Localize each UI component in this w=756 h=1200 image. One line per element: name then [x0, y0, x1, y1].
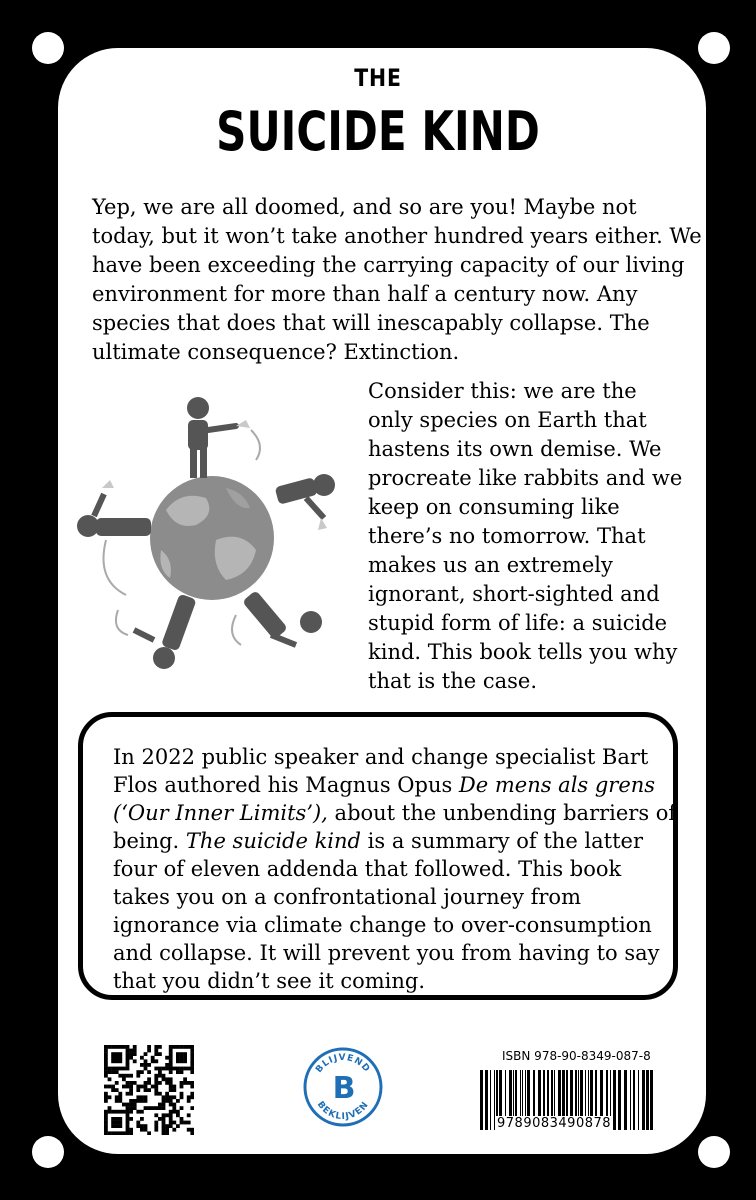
isbn-label: ISBN 978-90-8349-087-8: [502, 1049, 651, 1063]
second-paragraph: Consider this: we are the only species on Earth that hastens its own demise. We procreate like rabbits and we keep on consuming like there’s no tomorrow. That makes us an extremely ignorant, short-sighted and stupid form of life: a suicide kind. This book tells you why that is the case.: [368, 379, 683, 693]
intro-paragraph: Yep, we are all doomed, and so are you! Maybe not today, but it won’t take another hundred years either. We have been exceeding the carrying capacity of our living environment for more than half a century now. Any species that does that will inescapably collapse. The ultimate consequence? Extinction.: [92, 195, 702, 364]
corner-hole-top-left: [32, 32, 64, 64]
qr-code: [104, 1045, 194, 1135]
title-the: THE: [354, 64, 402, 92]
logo-bottom-text: BEKLIJVEN: [314, 1099, 372, 1123]
corner-hole-bottom-left: [32, 1136, 64, 1168]
barcode-number: 9789083490878: [497, 1116, 612, 1131]
author-box: [78, 712, 678, 1000]
logo-letter: B: [332, 1071, 356, 1106]
book-title: SUICIDE KIND: [216, 100, 540, 163]
globe-figures-illustration: [66, 390, 356, 680]
author-paragraph: In 2022 public speaker and change specialist Bart Flos authored his Magnus Opus De mens als grens (‘Our Inner Limits’), about the unbending barriers of being. The suicide kind is a summary of the latter four of eleven addenda that followed. This book takes you on a confrontational journey from ignorance via climate change to over-consumption and collapse. It will prevent you from having to say that you didn’t see it coming.: [113, 745, 677, 993]
corner-hole-top-right: [698, 32, 730, 64]
book-title-italic: The suicide kind: [185, 829, 361, 853]
original-title-italic: De mens als grens (‘Our Inner Limits’),: [113, 773, 656, 825]
logo-top-text: BLIJVEND: [314, 1052, 372, 1075]
publisher-logo: [302, 1046, 384, 1128]
corner-hole-bottom-right: [698, 1136, 730, 1168]
